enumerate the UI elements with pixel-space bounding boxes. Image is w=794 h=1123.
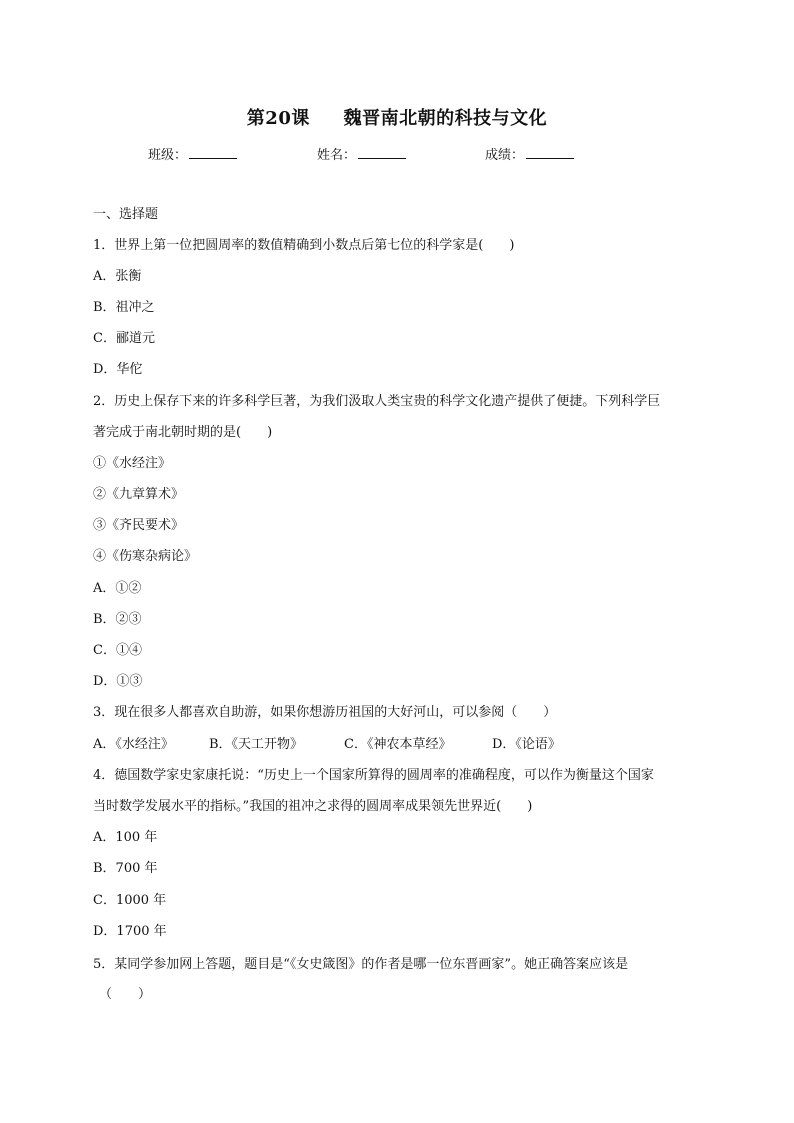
q2-item-4: ④《伤寒杂病论》 bbox=[93, 549, 198, 564]
question-1-stem: 1．世界上第一位把圆周率的数值精确到小数点后第七位的科学家是( ) bbox=[93, 238, 515, 253]
q2-option-c: C．①④ bbox=[93, 643, 142, 658]
name-label: 姓名： bbox=[317, 148, 357, 163]
score-label: 成绩： bbox=[485, 148, 525, 163]
question-4-stem-line-1: 4．德国数学家史家康托说：“历史上一个国家所算得的圆周率的准确程度，可以作为衡量这个国家 bbox=[93, 768, 654, 783]
question-5-stem-line-2: （ ） bbox=[99, 987, 152, 1002]
q4-option-d: D．1700 年 bbox=[93, 924, 167, 939]
question-2-stem-line-1: 2．历史上保存下来的许多科学巨著，为我们汲取人类宝贵的科学文化遗产提供了便捷。下列科学巨 bbox=[93, 394, 661, 409]
name-blank[interactable] bbox=[358, 146, 406, 159]
name-field bbox=[317, 144, 406, 163]
q1-option-a: A．张衡 bbox=[93, 269, 142, 284]
q2-item-1: ①《水经注》 bbox=[93, 456, 172, 471]
q1-option-d: D．华佗 bbox=[93, 362, 143, 377]
class-label: 班级： bbox=[148, 148, 188, 163]
class-field bbox=[148, 144, 237, 163]
q2-option-d: D．①③ bbox=[93, 674, 143, 689]
q3-option-b: B．《天工开物》 bbox=[209, 737, 304, 752]
q2-option-a: A．①② bbox=[93, 581, 142, 596]
question-5-stem-line-1: 5．某同学参加网上答题，题目是“《女史箴图》的作者是哪一位东晋画家”。她正确答案应该是 bbox=[93, 957, 629, 972]
q4-option-b: B．700 年 bbox=[93, 861, 158, 876]
question-3-stem: 3．现在很多人都喜欢自助游，如果你想游历祖国的大好河山，可以参阅（ ） bbox=[93, 705, 557, 720]
q4-option-a: A．100 年 bbox=[93, 830, 158, 845]
q3-option-a: A．《水经注》 bbox=[93, 737, 174, 752]
page-title: 第20课 魏晋南北朝的科技与文化 bbox=[246, 108, 548, 129]
q1-option-b: B．祖冲之 bbox=[93, 300, 155, 315]
question-4-stem-line-2: 当时数学发展水平的指标。”我国的祖冲之求得的圆周率成果领先世界近( ) bbox=[93, 799, 533, 814]
q3-option-d: D．《论语》 bbox=[492, 737, 561, 752]
question-2-stem-line-2: 著完成于南北朝时期的是( ) bbox=[93, 425, 273, 440]
score-blank[interactable] bbox=[526, 146, 574, 159]
q3-option-c: C．《神农本草经》 bbox=[344, 737, 452, 752]
score-field bbox=[485, 144, 574, 163]
q2-item-3: ③《齐民要术》 bbox=[93, 518, 185, 533]
q1-option-c: C．郦道元 bbox=[93, 331, 155, 346]
q4-option-c: C．1000 年 bbox=[93, 893, 167, 908]
q2-item-2: ②《九章算术》 bbox=[93, 487, 185, 502]
section-heading: 一、选择题 bbox=[93, 207, 159, 222]
class-blank[interactable] bbox=[189, 146, 237, 159]
q2-option-b: B．②③ bbox=[93, 612, 142, 627]
